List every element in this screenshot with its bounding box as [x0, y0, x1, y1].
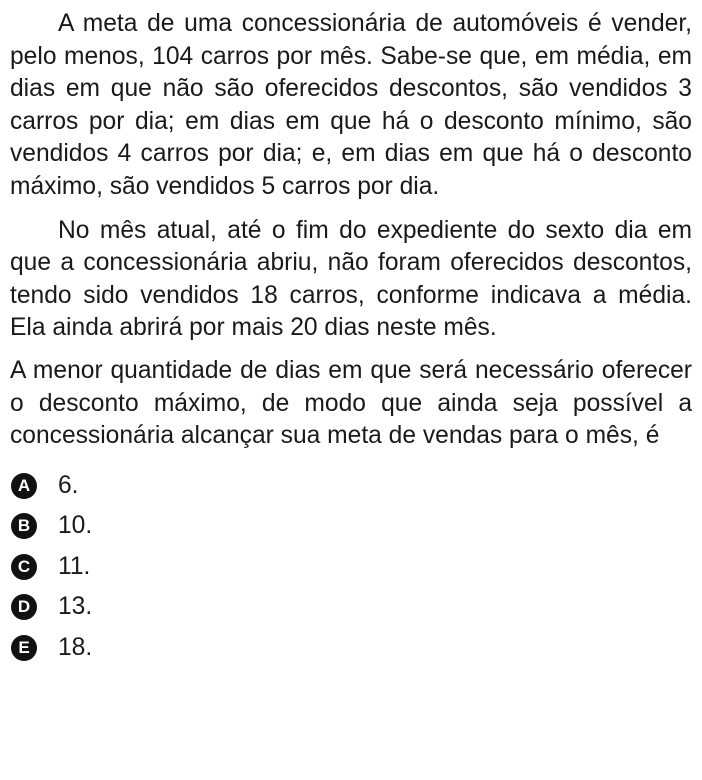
option-text: 13. — [58, 593, 93, 621]
option-text: 18. — [58, 633, 93, 661]
option-text: 10. — [58, 512, 93, 540]
option-letter-badge: B — [11, 513, 37, 539]
option-letter-badge: D — [11, 594, 37, 620]
option-e[interactable] — [10, 628, 692, 669]
option-c[interactable] — [10, 547, 692, 588]
option-letter-badge: A — [11, 473, 37, 499]
question-prompt: A menor quantidade de dias em que será necessário oferecer o desconto máximo, de modo que ainda seja possível a concessionária alcançar sua meta de vendas para o mês, é — [10, 356, 692, 450]
option-a[interactable] — [10, 466, 692, 507]
option-letter-badge: E — [11, 635, 37, 661]
option-text: 11. — [58, 552, 91, 580]
question-paragraph-1: A meta de uma concessionária de automóveis é vender, pelo menos, 104 carros por mês. Sabe-se que, em média, em dias em que não são oferecidos descontos, são vendidos 3 carros por dia; em dias em que há o desconto mínimo, são vendidos 4 carros por dia; e, em dias em que há o desconto máximo, são vendidos 5 carros por dia. — [10, 10, 692, 200]
answer-options — [10, 466, 692, 669]
option-letter-badge: C — [11, 554, 37, 580]
option-d[interactable] — [10, 587, 692, 628]
option-text: 6. — [58, 471, 79, 499]
option-b[interactable] — [10, 506, 692, 547]
question-paragraph-2: No mês atual, até o fim do expediente do sexto dia em que a concessionária abriu, não foram oferecidos descontos, tendo sido vendidos 18 carros, conforme indicava a média. Ela ainda abrirá por mais 20 dias neste mês. — [10, 216, 692, 342]
